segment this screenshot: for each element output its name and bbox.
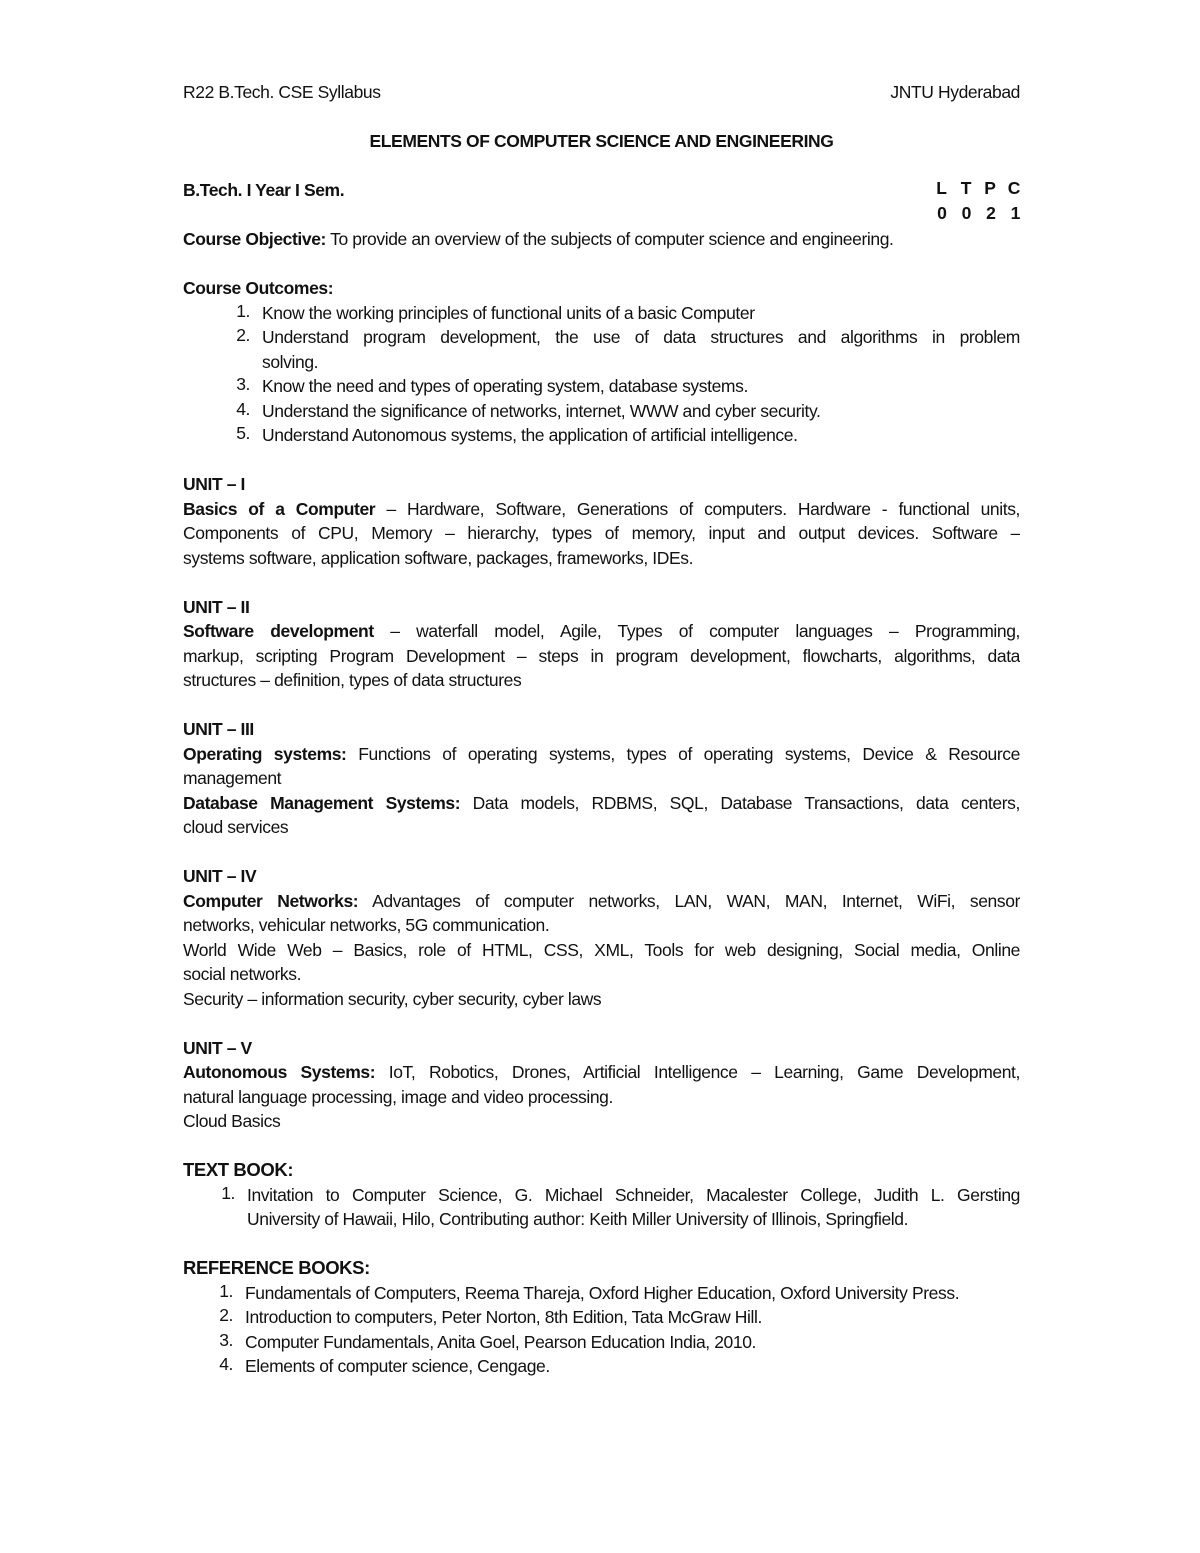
list-text [245, 1354, 1020, 1379]
list-line: Elements of computer science, Cengage. [245, 1356, 550, 1376]
list-line: Computer Fundamentals, Anita Goel, Pearson Education India, 2010. [245, 1331, 756, 1352]
unit-line [183, 521, 1020, 546]
unit-line [183, 1085, 1020, 1110]
ltpc-label: L [936, 178, 947, 198]
list-text [262, 423, 1020, 448]
unit-line [183, 791, 1020, 816]
list-number: 5. [236, 423, 250, 443]
unit-line [183, 619, 1020, 644]
unit-line [183, 1060, 1020, 1085]
semester-block [183, 178, 1020, 227]
unit-section [183, 595, 1020, 693]
unit-section [183, 472, 1020, 570]
unit-heading-text: UNIT – V [183, 1037, 252, 1058]
ltpc-labels [922, 178, 1020, 199]
unit-line-text: Data models, RDBMS, SQL, Database Transactions, data centers, [460, 792, 1020, 813]
list-text [245, 1330, 1020, 1355]
unit-line [183, 889, 1020, 914]
list-text [245, 1281, 1020, 1306]
list-number: 1. [221, 1182, 235, 1203]
unit-line [183, 1109, 1020, 1134]
list-item [183, 1183, 1020, 1232]
text-book-section [183, 1158, 1020, 1232]
spacer [183, 840, 1020, 865]
unit-line-text: Advantages of computer networks, LAN, WAN, MAN, Internet, WiFi, sensor [358, 890, 1020, 911]
list-text [262, 301, 1020, 326]
header-left: R22 B.Tech. CSE Syllabus [183, 82, 381, 102]
ltpc-value: 0 [961, 202, 971, 223]
outcomes-list [183, 301, 1020, 448]
list-line: Know the working principles of functional units of a basic Computer [262, 302, 755, 323]
unit-line-text: – Hardware, Software, Generations of computers. Hardware - functional units, [375, 498, 1020, 519]
list-item [183, 1305, 1020, 1330]
list-line: University of Hawaii, Hilo, Contributing author: Keith Miller University of Illinois, Springfield. [247, 1209, 909, 1229]
unit-line-text: management [183, 768, 282, 788]
list-text [262, 399, 1020, 424]
unit-heading [183, 472, 1020, 497]
unit-line [183, 742, 1020, 767]
unit-line [183, 644, 1020, 669]
unit-topic-label: Database Management Systems: [183, 792, 461, 813]
unit-heading-text: UNIT – II [183, 596, 250, 617]
list-item [183, 301, 1020, 326]
list-number: 2. [236, 325, 250, 345]
spacer [183, 448, 1020, 473]
course-title: ELEMENTS OF COMPUTER SCIENCE AND ENGINEERING [369, 131, 834, 151]
spacer [183, 570, 1020, 595]
outcomes-heading: Course Outcomes: [183, 278, 334, 298]
unit-line [183, 497, 1020, 522]
course-outcomes [183, 276, 1020, 448]
list-line: Fundamentals of Computers, Reema Thareja, Oxford Higher Education, Oxford University Press. [245, 1282, 960, 1303]
list-line: Know the need and types of operating system, database systems. [262, 376, 748, 396]
list-item [183, 1330, 1020, 1355]
list-text [262, 374, 1020, 399]
list-number: 4. [236, 398, 250, 419]
list-number: 4. [219, 1354, 233, 1374]
unit-line [183, 668, 1020, 693]
list-line: Invitation to Computer Science, G. Michael Schneider, Macalester College, Judith L. Gersting [247, 1184, 1020, 1205]
unit-line-text: natural language processing, image and video processing. [183, 1086, 613, 1107]
unit-line [183, 987, 1020, 1012]
unit-topic-label: Basics of a Computer [183, 498, 376, 519]
unit-section [183, 717, 1020, 840]
references-heading: REFERENCE BOOKS: [183, 1257, 370, 1278]
references-list [183, 1281, 1020, 1379]
unit-line-text: IoT, Robotics, Drones, Artificial Intelligence – Learning, Game Development, [375, 1062, 1020, 1082]
list-item [183, 423, 1020, 448]
spacer [183, 693, 1020, 718]
textbook-list [183, 1183, 1020, 1232]
unit-line-text: social networks. [183, 964, 302, 984]
objective-text: To provide an overview of the subjects of computer science and engineering. [325, 229, 894, 249]
spacer [183, 1011, 1020, 1036]
unit-line [183, 766, 1020, 791]
list-text [245, 1305, 1020, 1330]
unit-line-text: cloud services [183, 817, 289, 837]
list-item [183, 399, 1020, 424]
unit-heading-text: UNIT – IV [183, 866, 257, 886]
unit-heading [183, 1036, 1020, 1061]
unit-heading [183, 864, 1020, 889]
unit-line-text: markup, scripting Program Development – steps in program development, flowcharts, algorithms, data [183, 645, 1020, 666]
unit-section [183, 864, 1020, 1011]
list-item [183, 1354, 1020, 1379]
list-item [183, 325, 1020, 374]
unit-line [183, 913, 1020, 938]
list-item [183, 1281, 1020, 1306]
list-number: 1. [236, 300, 250, 321]
objective-label: Course Objective: [183, 229, 326, 249]
unit-heading [183, 595, 1020, 620]
unit-line-text: systems software, application software, packages, frameworks, IDEs. [183, 547, 694, 568]
unit-topic-label: Autonomous Systems: [183, 1062, 376, 1082]
course-objective [183, 227, 1020, 252]
unit-line-text: World Wide Web – Basics, role of HTML, CSS, XML, Tools for web designing, Social media, Online [183, 939, 1020, 960]
ltpc-label: C [1007, 178, 1020, 198]
ltpc-values [922, 203, 1020, 224]
unit-line-text: – waterfall model, Agile, Types of computer languages – Programming, [373, 621, 1020, 641]
list-text [262, 325, 1020, 374]
unit-topic-label: Software development [183, 621, 374, 641]
ltpc-value: 0 [937, 202, 947, 223]
unit-topic-label: Operating systems: [183, 743, 347, 764]
unit-topic-label: Computer Networks: [183, 890, 359, 911]
header-right: JNTU Hyderabad [890, 82, 1020, 102]
ltpc-value: 2 [986, 202, 996, 223]
unit-line-text: Security – information security, cyber security, cyber laws [183, 988, 602, 1009]
list-text [247, 1183, 1020, 1232]
list-number: 3. [236, 374, 250, 394]
units [183, 448, 1020, 1134]
list-line: Understand the significance of networks, internet, WWW and cyber security. [262, 400, 821, 421]
reference-books-section [183, 1256, 1020, 1379]
list-line: Introduction to computers, Peter Norton, 8th Edition, Tata McGraw Hill. [245, 1307, 762, 1327]
page-header [183, 80, 1020, 105]
ltpc-value: 1 [1010, 202, 1020, 223]
semester-label: B.Tech. I Year I Sem. [183, 180, 345, 200]
unit-line [183, 815, 1020, 840]
unit-section [183, 1036, 1020, 1134]
unit-line-text: networks, vehicular networks, 5G communication. [183, 915, 550, 935]
list-line: Understand program development, the use of data structures and algorithms in problem [262, 327, 1020, 347]
document-content [183, 80, 1020, 1379]
list-line: Understand Autonomous systems, the application of artificial intelligence. [262, 425, 798, 445]
list-item [183, 374, 1020, 399]
unit-line [183, 962, 1020, 987]
unit-line [183, 546, 1020, 571]
unit-line-text: Cloud Basics [183, 1111, 281, 1131]
ltpc-label: P [984, 178, 996, 198]
list-number: 3. [219, 1329, 233, 1350]
list-number: 2. [219, 1305, 233, 1325]
unit-line-text: structures – definition, types of data structures [183, 670, 522, 690]
unit-line-text: Functions of operating systems, types of operating systems, Device & Resource [346, 743, 1020, 764]
unit-line [183, 938, 1020, 963]
ltpc-label: T [960, 178, 971, 198]
unit-heading-text: UNIT – III [183, 719, 254, 739]
list-number: 1. [219, 1280, 233, 1301]
unit-heading-text: UNIT – I [183, 474, 245, 494]
unit-line-text: Components of CPU, Memory – hierarchy, types of memory, input and output devices. Software – [183, 523, 1020, 543]
textbook-heading: TEXT BOOK: [183, 1159, 294, 1180]
unit-heading [183, 717, 1020, 742]
list-line: solving. [262, 351, 319, 372]
